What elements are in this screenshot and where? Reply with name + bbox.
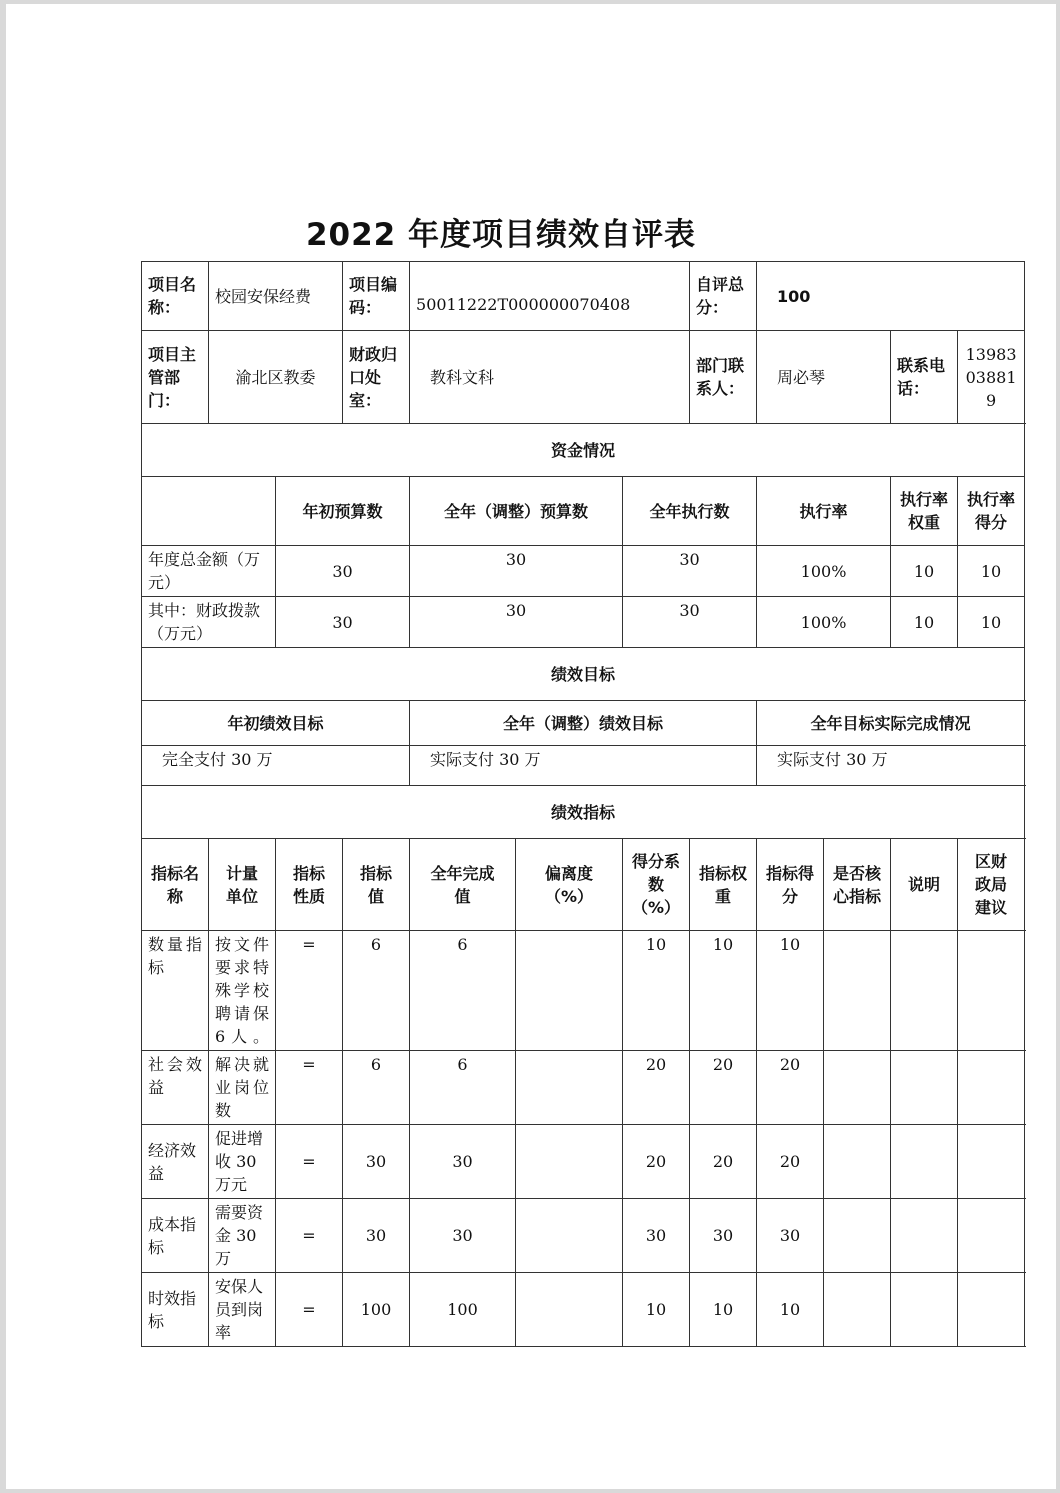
project-name-label: 项目名称： [142,262,209,331]
indicator-note [891,1199,958,1273]
indicator-target: 30 [343,1125,410,1199]
indicator-actual: 100 [410,1273,516,1347]
goals-col-header: 全年目标实际完成情况 [757,701,1025,746]
table-row [142,1199,1025,1273]
goals-col-header: 全年（调整）绩效目标 [410,701,757,746]
funds-cell: 10 [891,546,958,597]
indicator-coef: 20 [623,1051,690,1125]
phone-label: 联系电话： [891,331,958,424]
indicator-weight: 20 [690,1051,757,1125]
funds-cell: 30 [410,597,623,648]
indicator-advice [958,1273,1025,1347]
finance-office-label: 财政归口处室： [343,331,410,424]
funds-cell: 30 [276,546,410,597]
funds-cell: 30 [410,546,623,597]
table-row [142,1273,1025,1347]
phone: 13983038819 [958,331,1025,424]
indicator-name: 经济效益 [142,1125,209,1199]
project-name: 校园安保经费 [209,262,343,331]
indicator-col-header: 说明 [891,839,958,931]
funds-cell: 10 [958,546,1025,597]
indicator-nature: = [276,1199,343,1273]
indicator-core [824,1273,891,1347]
indicator-deviation [516,1125,623,1199]
indicator-unit: 安保人员到岗率 [209,1273,276,1347]
dept: 渝北区教委 [209,331,343,424]
indicator-core [824,1125,891,1199]
indicator-weight: 20 [690,1125,757,1199]
indicator-score: 30 [757,1199,824,1273]
indicator-col-header: 得分系数（%） [623,839,690,931]
indicator-actual: 6 [410,931,516,1051]
goals-col-header: 年初绩效目标 [142,701,410,746]
dept-label: 项目主管部门： [142,331,209,424]
indicator-core [824,931,891,1051]
funds-col-header: 执行率 [757,477,891,546]
indicator-col-header: 指标值 [343,839,410,931]
funds-row-label: 其中：财政拨款（万元） [142,597,276,648]
indicator-col-header: 指标权重 [690,839,757,931]
indicator-advice [958,1199,1025,1273]
project-code-label: 项目编码： [343,262,410,331]
funds-row [142,546,1025,597]
indicator-unit: 解决就业岗位数 [209,1051,276,1125]
indicator-nature: = [276,1273,343,1347]
contact-person: 周必琴 [757,331,891,424]
indicator-target: 100 [343,1273,410,1347]
goal-value: 实际支付 30 万 [757,746,1025,786]
funds-cell: 10 [958,597,1025,648]
indicator-unit: 按文件要求特殊学校聘请保6人。 [209,931,276,1051]
indicator-actual: 6 [410,1051,516,1125]
indicator-nature: = [276,931,343,1051]
funds-cell: 10 [891,597,958,648]
indicator-col-header: 偏离度（%） [516,839,623,931]
indicator-name: 数量指标 [142,931,209,1051]
evaluation-form [141,261,1025,1347]
indicator-advice [958,931,1025,1051]
table-row [142,1051,1025,1125]
indicator-score: 10 [757,1273,824,1347]
goal-value: 实际支付 30 万 [410,746,757,786]
indicator-name: 社会效益 [142,1051,209,1125]
indicator-name: 时效指标 [142,1273,209,1347]
indicator-weight: 10 [690,1273,757,1347]
table-row [142,1125,1025,1199]
goal-value: 完全支付 30 万 [142,746,410,786]
project-code: 50011222T000000070408 [410,262,690,331]
funds-row [142,597,1025,648]
page-title: 2022 年度项目绩效自评表 [305,217,697,253]
indicator-target: 6 [343,1051,410,1125]
funds-col-header: 年初预算数 [276,477,410,546]
funds-cell: 100% [757,546,891,597]
contact-person-label: 部门联系人： [690,331,757,424]
funds-row-label: 年度总金额（万元） [142,546,276,597]
indicator-score: 10 [757,931,824,1051]
indicator-col-header: 指标得分 [757,839,824,931]
indicator-score: 20 [757,1051,824,1125]
funds-cell: 30 [623,597,757,648]
indicator-nature: = [276,1125,343,1199]
goals-section-title: 绩效目标 [142,648,1025,701]
indicator-note [891,1051,958,1125]
indicator-coef: 10 [623,931,690,1051]
indicator-target: 6 [343,931,410,1051]
funds-cell: 100% [757,597,891,648]
indicator-coef: 30 [623,1199,690,1273]
table-row [142,931,1025,1051]
indicator-unit: 需要资金 30 万 [209,1199,276,1273]
indicator-target: 30 [343,1199,410,1273]
indicator-col-header: 指标性质 [276,839,343,931]
indicator-advice [958,1051,1025,1125]
indicator-deviation [516,1051,623,1125]
funds-section-title: 资金情况 [142,424,1025,477]
indicator-coef: 10 [623,1273,690,1347]
indicator-col-header: 计量单位 [209,839,276,931]
funds-corner-cell [142,477,276,546]
indicator-deviation [516,1273,623,1347]
indicator-score: 20 [757,1125,824,1199]
indicator-note [891,931,958,1051]
indicator-note [891,1273,958,1347]
funds-col-header: 全年执行数 [623,477,757,546]
indicator-coef: 20 [623,1125,690,1199]
finance-office: 教科文科 [410,331,690,424]
indicator-unit: 促进增收 30 万元 [209,1125,276,1199]
indicator-weight: 10 [690,931,757,1051]
indicator-weight: 30 [690,1199,757,1273]
indicator-col-header: 区财政局建议 [958,839,1025,931]
indicator-col-header: 全年完成值 [410,839,516,931]
indicator-deviation [516,931,623,1051]
indicator-nature: = [276,1051,343,1125]
self-score-label: 自评总分： [690,262,757,331]
indicator-col-header: 指标名称 [142,839,209,931]
indicator-advice [958,1125,1025,1199]
indicator-note [891,1125,958,1199]
indicator-actual: 30 [410,1199,516,1273]
document-page [6,4,1056,1489]
indicator-col-header: 是否核心指标 [824,839,891,931]
funds-col-header: 全年（调整）预算数 [410,477,623,546]
indicator-deviation [516,1199,623,1273]
indicator-actual: 30 [410,1125,516,1199]
self-score: 100 [757,262,1025,331]
funds-col-header: 执行率权重 [891,477,958,546]
funds-cell: 30 [276,597,410,648]
funds-cell: 30 [623,546,757,597]
indicator-name: 成本指标 [142,1199,209,1273]
indicator-core [824,1199,891,1273]
indicator-core [824,1051,891,1125]
funds-col-header: 执行率得分 [958,477,1025,546]
indicators-section-title: 绩效指标 [142,786,1025,839]
